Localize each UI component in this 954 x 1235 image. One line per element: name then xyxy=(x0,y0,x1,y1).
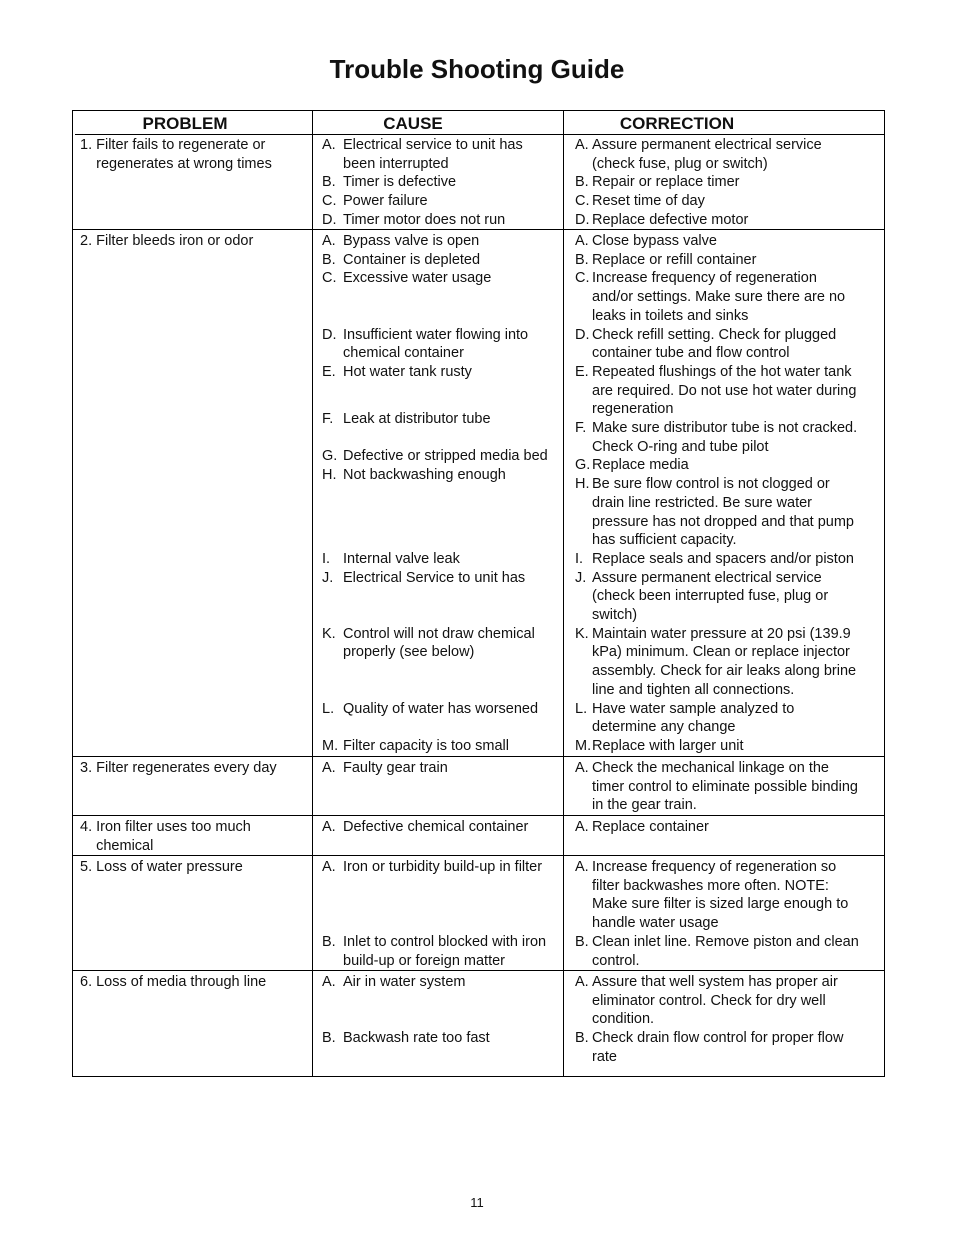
cause-letter: A. xyxy=(322,859,336,875)
correction-text: Replace media xyxy=(592,457,689,474)
correction-letter: M. xyxy=(575,737,592,754)
correction-text: Assure permanent electrical service (check been interrupted fuse, plug or switch) xyxy=(592,569,829,623)
correction-text: Replace seals and spacers and/or piston xyxy=(592,550,854,567)
row-divider xyxy=(73,815,884,816)
correction-letter: B. xyxy=(575,1030,589,1047)
correction-text: Make sure distributor tube is not cracked. Check O-ring and tube pilot xyxy=(592,420,858,455)
cause-letter: B. xyxy=(322,933,336,950)
cause-text: Leak at distributor tube xyxy=(343,410,491,427)
problem-cell: 1. Filter fails to regenerate or regenerates at wrong times xyxy=(80,137,272,172)
correction-letter: D. xyxy=(575,211,590,228)
correction-text: Replace defective motor xyxy=(592,211,749,228)
problem-cell: 4. Iron filter uses too much chemical xyxy=(80,819,251,854)
cause-letter: B. xyxy=(322,174,336,191)
cause-text: Control will not draw chemical properly (see below) xyxy=(343,625,535,661)
cause-text: Container is depleted xyxy=(343,251,481,268)
correction-text: Maintain water pressure at 20 psi (139.9 kPa) minimum. Clean or replace injector assembly. Check for air leaks along brine line and tighten all connections. xyxy=(592,625,857,698)
cause-letter: M. xyxy=(322,737,339,754)
cause-letter: B. xyxy=(322,251,336,268)
cause-text: Defective or stripped media bed xyxy=(343,448,548,465)
correction-text: Assure that well system has proper air eliminator control. Check for dry well condition. xyxy=(592,974,838,1028)
cause-text: Iron or turbidity build-up in filter xyxy=(343,859,543,875)
correction-letter: C. xyxy=(575,193,590,210)
cause-text: Hot water tank rusty xyxy=(343,363,472,380)
cause-text: Bypass valve is open xyxy=(343,233,480,249)
cause-letter: L. xyxy=(322,700,335,717)
correction-text: Repeated flushings of the hot water tank are required. Do not use hot water during regeneration xyxy=(592,363,857,418)
correction-text: Clean inlet line. Remove piston and clean control. xyxy=(592,933,859,969)
cause-text: Insufficient water flowing into chemical container xyxy=(343,326,529,362)
header-correction: CORRECTION xyxy=(619,114,735,133)
cause-letter: A. xyxy=(322,137,336,153)
correction-letter: E. xyxy=(575,363,589,380)
correction-letter: A. xyxy=(575,760,589,776)
correction-text: Check drain flow control for proper flow rate xyxy=(592,1030,844,1065)
problem-cell: 5. Loss of water pressure xyxy=(80,859,243,875)
correction-text: Check refill setting. Check for plugged container tube and flow control xyxy=(592,326,837,362)
correction-text: Assure permanent electrical service (check fuse, plug or switch) xyxy=(592,137,822,172)
correction-text: Replace with larger unit xyxy=(592,737,744,754)
correction-letter: B. xyxy=(575,933,589,950)
column-divider xyxy=(312,111,313,1076)
cause-letter: G. xyxy=(322,448,338,465)
cause-letter: I. xyxy=(322,550,331,567)
column-divider xyxy=(563,111,564,1076)
cause-text: Inlet to control blocked with iron build-up or foreign matter xyxy=(343,933,547,969)
cause-letter: A. xyxy=(322,819,336,835)
cause-text: Faulty gear train xyxy=(343,760,448,776)
correction-letter: D. xyxy=(575,326,590,343)
correction-text: Replace or refill container xyxy=(592,251,757,268)
cause-letter: E. xyxy=(322,363,336,380)
correction-letter: I. xyxy=(575,550,584,567)
correction-letter: L. xyxy=(575,700,588,717)
cause-text: Power failure xyxy=(343,193,428,210)
correction-letter: A. xyxy=(575,859,589,875)
cause-letter: H. xyxy=(322,466,337,483)
cause-letter: B. xyxy=(322,1030,336,1047)
problem-cell: 6. Loss of media through line xyxy=(80,974,267,990)
cause-text: Not backwashing enough xyxy=(343,466,506,483)
cause-letter: A. xyxy=(322,760,336,776)
correction-text: Be sure flow control is not clogged or drain line restricted. Be sure water pressure has not dropped and that pump has sufficient capacity. xyxy=(592,476,854,549)
header-problem: PROBLEM xyxy=(142,114,228,133)
page-number: 11 xyxy=(470,1195,484,1210)
cause-text: Excessive water usage xyxy=(343,270,492,287)
correction-text: Replace container xyxy=(592,819,709,835)
correction-text: Reset time of day xyxy=(592,193,705,210)
correction-letter: A. xyxy=(575,233,589,249)
correction-text: Increase frequency of regeneration and/or settings. Make sure there are no leaks in toilets and sinks xyxy=(592,270,846,324)
correction-text: Check the mechanical linkage on the timer control to eliminate possible binding in the gear train. xyxy=(592,760,858,814)
cause-letter: A. xyxy=(322,974,336,990)
correction-letter: A. xyxy=(575,137,589,153)
correction-letter: A. xyxy=(575,974,589,990)
cause-letter: J. xyxy=(322,569,334,586)
cause-letter: D. xyxy=(322,211,337,228)
correction-letter: H. xyxy=(575,476,590,493)
header-cause: CAUSE xyxy=(383,114,443,133)
cause-text: Defective chemical container xyxy=(343,819,529,835)
correction-text: Repair or replace timer xyxy=(592,174,740,191)
correction-letter: C. xyxy=(575,270,590,287)
correction-letter: J. xyxy=(575,569,587,586)
cause-text: Filter capacity is too small xyxy=(343,737,509,754)
cause-text: Quality of water has worsened xyxy=(343,700,539,717)
correction-letter: A. xyxy=(575,819,589,835)
cause-letter: A. xyxy=(322,233,336,249)
problem-cell: 3. Filter regenerates every day xyxy=(80,760,277,776)
cause-letter: C. xyxy=(322,270,337,287)
cause-letter: D. xyxy=(322,326,337,343)
row-divider xyxy=(73,756,884,757)
cause-text: Timer is defective xyxy=(343,174,457,191)
correction-text: Increase frequency of regeneration so filter backwashes more often. NOTE: Make sure filter is sized large enough to handle water usage xyxy=(592,859,849,932)
problem-cell: 2. Filter bleeds iron or odor xyxy=(80,233,254,249)
correction-letter: B. xyxy=(575,251,589,268)
cause-text: Electrical Service to unit has xyxy=(343,569,526,586)
correction-letter: F. xyxy=(575,420,587,436)
cause-text: Backwash rate too fast xyxy=(343,1030,490,1047)
cause-letter: K. xyxy=(322,625,336,642)
troubleshooting-table xyxy=(72,110,885,1077)
correction-letter: B. xyxy=(575,174,589,191)
page-title: Trouble Shooting Guide xyxy=(329,54,625,84)
row-divider xyxy=(75,134,884,135)
cause-letter: C. xyxy=(322,193,337,210)
correction-text: Have water sample analyzed to determine any change xyxy=(592,700,795,736)
cause-text: Timer motor does not run xyxy=(343,211,506,228)
cause-text: Internal valve leak xyxy=(343,550,460,567)
cause-letter: F. xyxy=(322,410,334,427)
correction-text: Close bypass valve xyxy=(592,233,717,249)
cause-text: Electrical service to unit has been interrupted xyxy=(343,137,523,172)
cause-text: Air in water system xyxy=(343,974,466,990)
correction-letter: K. xyxy=(575,625,589,642)
correction-letter: G. xyxy=(575,457,591,474)
